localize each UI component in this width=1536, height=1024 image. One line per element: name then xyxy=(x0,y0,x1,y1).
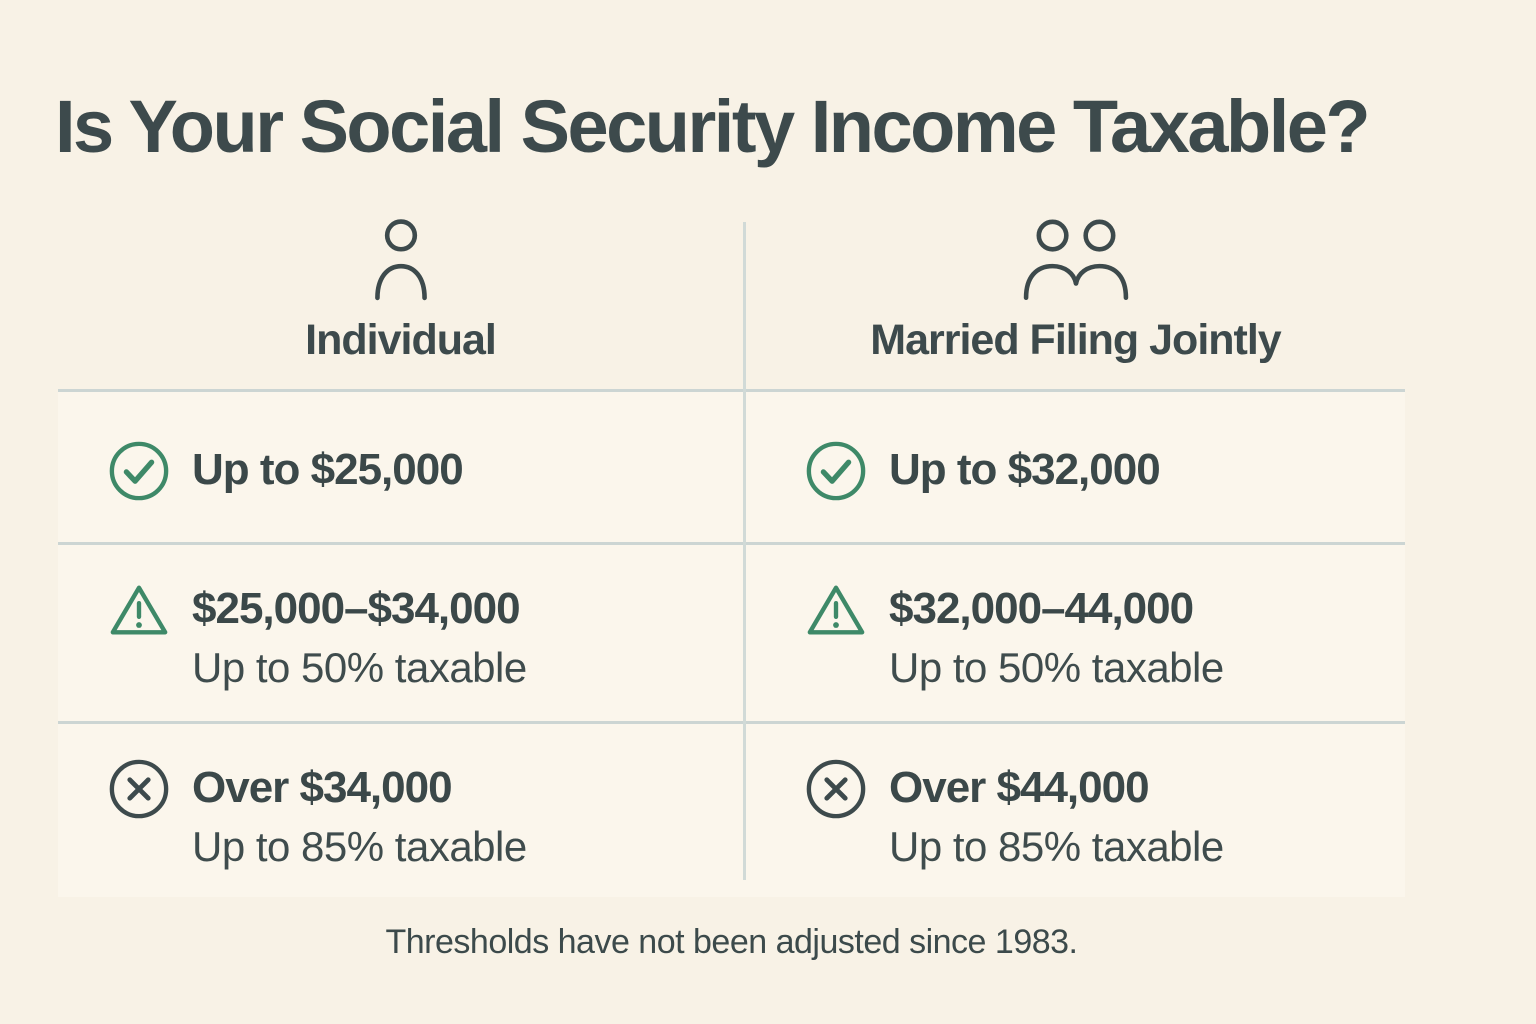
column-label: Individual xyxy=(305,316,496,364)
warning-triangle-icon xyxy=(805,579,867,641)
row-divider-line xyxy=(58,721,1405,724)
column-header-married xyxy=(746,218,1405,388)
table-cell-individual-row2 xyxy=(108,579,708,697)
table-cell-married-row2 xyxy=(805,579,1405,697)
check-circle-icon xyxy=(805,440,867,502)
threshold-amount: Up to $25,000 xyxy=(192,445,463,494)
table-cell-married-row1 xyxy=(805,440,1405,502)
row-divider-line xyxy=(58,542,1405,545)
people-icon xyxy=(1022,218,1130,302)
footnote: Thresholds have not been adjusted since 1983. xyxy=(385,923,1078,961)
threshold-amount: $25,000–$34,000 xyxy=(192,584,520,633)
warning-triangle-icon xyxy=(108,579,170,641)
threshold-amount: Up to $32,000 xyxy=(889,445,1160,494)
column-header-individual xyxy=(58,218,743,388)
table-cell-individual-row1 xyxy=(108,440,708,502)
table-cell-married-row3 xyxy=(805,758,1405,876)
person-icon xyxy=(368,218,434,302)
threshold-amount: $32,000–44,000 xyxy=(889,584,1194,633)
taxable-note: Up to 85% taxable xyxy=(889,823,1224,870)
table-cell-individual-row3 xyxy=(108,758,708,876)
threshold-amount: Over $44,000 xyxy=(889,763,1149,812)
header-divider-line xyxy=(58,389,1405,392)
taxable-note: Up to 50% taxable xyxy=(889,644,1224,691)
x-circle-icon xyxy=(805,758,867,820)
threshold-amount: Over $34,000 xyxy=(192,763,452,812)
taxable-note: Up to 50% taxable xyxy=(192,644,527,691)
page-title: Is Your Social Security Income Taxable? xyxy=(55,85,1369,168)
column-label: Married Filing Jointly xyxy=(870,316,1281,364)
check-circle-icon xyxy=(108,440,170,502)
x-circle-icon xyxy=(108,758,170,820)
taxable-note: Up to 85% taxable xyxy=(192,823,527,870)
